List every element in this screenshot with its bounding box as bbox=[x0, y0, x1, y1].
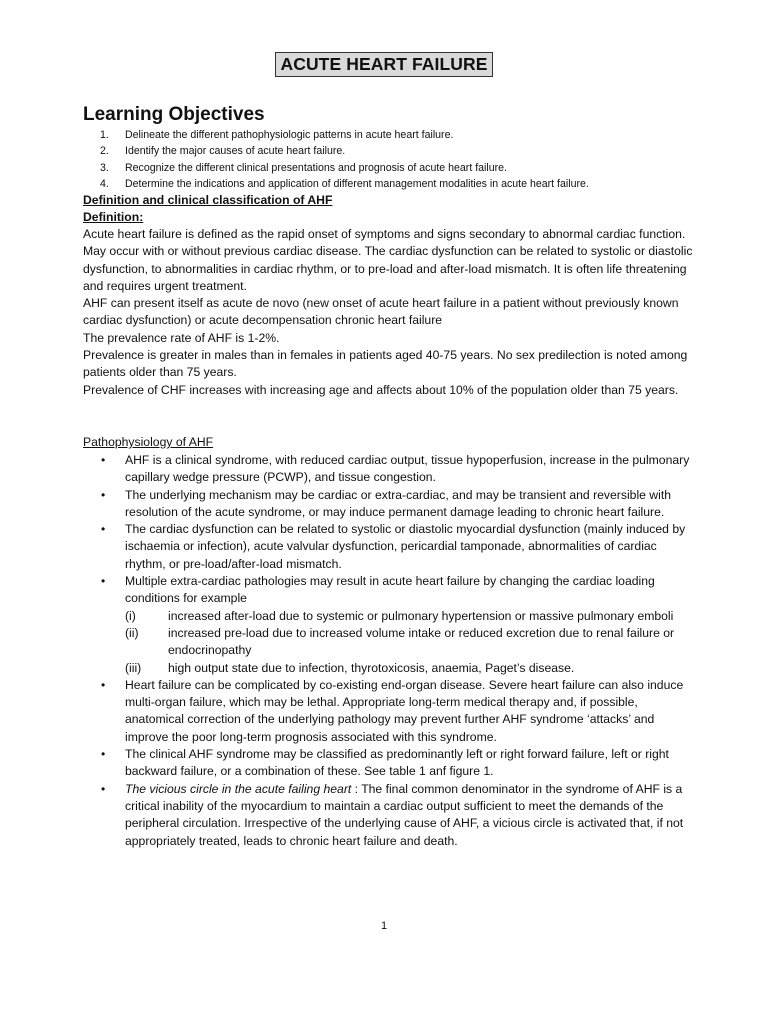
list-item bbox=[100, 176, 589, 192]
paragraph: Prevalence of CHF increases with increasing age and affects about 10% of the population older than 75 years. bbox=[83, 382, 679, 397]
definition-section-heading: Definition and clinical classification of AHF bbox=[83, 193, 333, 207]
bullet-icon: • bbox=[101, 487, 106, 502]
bullet-icon: • bbox=[101, 522, 106, 537]
bullet-icon: • bbox=[101, 747, 106, 762]
sub-list bbox=[125, 608, 693, 677]
bullet-icon: • bbox=[101, 781, 106, 796]
list-item-text: Delineate the different pathophysiologic patterns in acute heart failure. bbox=[125, 129, 454, 141]
list-item bbox=[100, 143, 589, 159]
learning-objectives-list bbox=[100, 127, 589, 193]
list-item-number: 4. bbox=[100, 178, 109, 191]
learning-objectives-heading: Learning Objectives bbox=[83, 104, 265, 125]
bullet-text: AHF is a clinical syndrome, with reduced cardiac output, tissue hypoperfusion, increase in the pulmonary capillary wedge pressure (PCWP), and tissue congestion. bbox=[125, 453, 690, 485]
bullet-icon: • bbox=[101, 453, 106, 467]
sub-list-item bbox=[125, 625, 693, 660]
bullet-item bbox=[83, 487, 693, 522]
bullet-item bbox=[83, 746, 693, 781]
sub-list-text: increased pre-load due to increased volume intake or reduced excretion due to renal failure or endocrinopathy bbox=[168, 625, 675, 658]
sub-list-number: (i) bbox=[125, 608, 136, 623]
bullet-item bbox=[83, 677, 693, 746]
list-item-number: 2. bbox=[100, 145, 109, 158]
paragraph: Acute heart failure is defined as the rapid onset of symptoms and signs secondary to abnormal cardiac function. May occur with or without previous cardiac disease. The cardiac dysfunction can be related to systolic or diastolic dysfunction, to abnormalities in cardiac rhythm, or to pre-load and after-load mismatch. It is often life threatening and requires urgent treatment. bbox=[83, 227, 693, 293]
sub-list-item bbox=[125, 660, 693, 677]
list-item-number: 1. bbox=[100, 129, 109, 141]
list-item-text: Recognize the different clinical presentations and prognosis of acute heart failure. bbox=[125, 161, 508, 174]
list-item-text: Identify the major causes of acute heart failure. bbox=[125, 145, 346, 158]
bullet-text: The clinical AHF syndrome may be classified as predominantly left or right forward failure, left or right backward failure, or a combination of these. See table 1 anf figure 1. bbox=[125, 747, 669, 779]
vicious-circle-label: The vicious circle in the acute failing heart bbox=[125, 781, 352, 796]
bullet-item bbox=[83, 521, 693, 573]
document-title bbox=[0, 52, 768, 77]
paragraph: The prevalence rate of AHF is 1-2%. bbox=[83, 330, 280, 345]
paragraph: AHF can present itself as acute de novo (new onset of acute heart failure in a patient without previously known cardiac dysfunction) or acute decompensation chronic heart failure bbox=[83, 296, 679, 328]
bullet-text: The underlying mechanism may be cardiac or extra-cardiac, and may be transient and reversible with resolution of the acute syndrome, or may induce permanent damage leading to chronic heart failure. bbox=[125, 487, 671, 519]
pathophysiology-heading: Pathophysiology of AHF bbox=[83, 435, 214, 449]
list-item bbox=[100, 127, 589, 143]
bullet-text: The cardiac dysfunction can be related to systolic or diastolic myocardial dysfunction (mainly induced by ischaemia or infection), acute valvular dysfunction, pericardial tamponade, abnormalities of cardiac rhythm, or pre-load/after-load mismatch. bbox=[125, 522, 686, 571]
sub-list-number: (iii) bbox=[125, 660, 142, 675]
definition-subheading: Definition: bbox=[83, 210, 144, 224]
bullet-item bbox=[83, 452, 693, 487]
pathophysiology-bullet-list bbox=[83, 452, 693, 850]
definition-paragraphs bbox=[83, 226, 693, 399]
sub-list-text: high output state due to infection, thyrotoxicosis, anaemia, Paget’s disease. bbox=[168, 660, 575, 675]
sub-list-number: (ii) bbox=[125, 625, 139, 640]
list-item-number: 3. bbox=[100, 161, 109, 174]
bullet-text: Multiple extra-cardiac pathologies may result in acute heart failure by changing the cardiac loading conditions for example bbox=[125, 574, 655, 606]
list-item-text: Determine the indications and application of different management modalities in acute heart failure. bbox=[125, 178, 589, 191]
sub-list-item bbox=[125, 608, 693, 625]
list-item bbox=[100, 160, 589, 176]
paragraph: Prevalence is greater in males than in females in patients aged 40-75 years. No sex predilection is noted among patients older than 75 years. bbox=[83, 348, 688, 380]
vicious-circle-text: : The final common denominator in the syndrome of AHF is a critical inability of the myocardium to maintain a cardiac output sufficient to meet the demands of the peripheral circulation. Irrespective of the underlying cause of AHF, a vicious circle is activated that, if not appropriately treated, leads to chronic heart failure and death. bbox=[125, 781, 684, 848]
bullet-text: Heart failure can be complicated by co-existing end-organ disease. Severe heart failure can also induce multi-organ failure, which may be lethal. Appropriate long-term medical therapy and, if possible, anatomical correction of the underlying pathology may prevent further AHF syndrome ‘attacks’ and improve the poor long-term prognosis associated with this syndrome. bbox=[125, 677, 684, 744]
bullet-item bbox=[83, 781, 693, 850]
page-number: 1 bbox=[380, 920, 388, 932]
sub-list-text: increased after-load due to systemic or pulmonary hypertension or massive pulmonary emboli bbox=[168, 608, 674, 623]
document-title-text: ACUTE HEART FAILURE bbox=[275, 52, 492, 77]
bullet-icon: • bbox=[101, 574, 106, 589]
bullet-icon: • bbox=[101, 677, 106, 692]
bullet-item bbox=[83, 573, 693, 677]
